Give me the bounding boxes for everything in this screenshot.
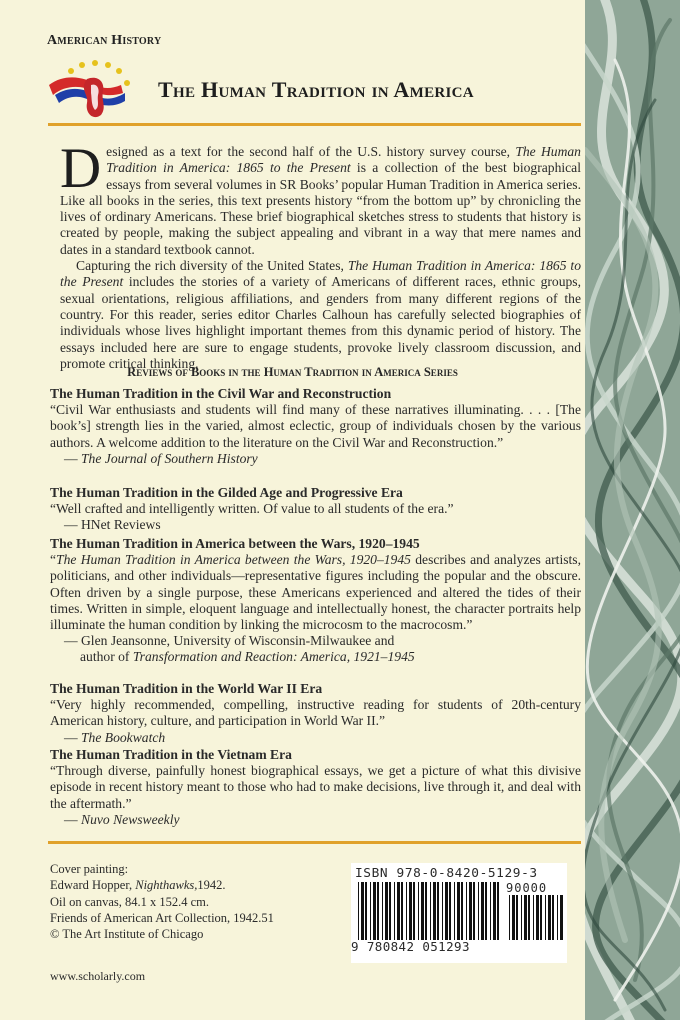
barcode-bar — [466, 882, 467, 940]
barcode-bar — [524, 895, 527, 940]
review-civil-war — [50, 386, 581, 467]
review-attribution: — The Journal of Southern History — [64, 450, 258, 466]
barcode-bar — [540, 895, 542, 940]
intro-text — [60, 137, 582, 372]
review-title: The Human Tradition in the Vietnam Era — [50, 747, 292, 762]
review-quote: “Very highly recommended, compelling, instructive reading for students of 20th-century American history, culture, and participation in World War II.” — [50, 697, 581, 729]
barcode-bar — [469, 882, 472, 940]
series-label: American History — [47, 33, 162, 48]
review-quote: “Civil War enthusiasts and students will find many of these narratives illuminating. . . . [The book’s] strength lies in the varied, almost eclectic, group of individuals chosen by the various authors. A welcome addition to the literature on the Civil War and Reconstruction.” — [50, 402, 581, 450]
review-attribution: — Nuvo Newsweekly — [64, 811, 180, 827]
drop-cap: D — [60, 137, 102, 200]
barcode-bar — [442, 882, 443, 940]
barcode-digits: 9 780842 051293 — [351, 939, 470, 954]
barcode-bar — [536, 895, 539, 940]
barcode-bar — [454, 882, 455, 940]
barcode-bar — [473, 882, 475, 940]
barcode-bar — [358, 882, 359, 940]
review-quote: “Through diverse, painfully honest biographical essays, we get a picture of what this divisive episode in recent history meant to those who had to make decisions, live through it, and deal with the aftermath.” — [50, 763, 581, 811]
barcode-bar — [433, 882, 436, 940]
barcode-bar — [394, 882, 395, 940]
barcode-bar — [545, 895, 546, 940]
intro-paragraph-1: Designed as a text for the second half of the U.S. history survey course, The Human Tradition in America: 1865 to the Present is a collection of the best biographical essays from several volumes in SR Books’ popular Human Tradition in America series. Like all books in the series, this text presents history “from the bottom up” by chronicling the lives of ordinary Americans. These brief biographical sketches stress to students that history is created by people, making the subject appealing and vibrant in a way that mere names and dates in a standard textbook cannot. — [60, 137, 581, 257]
review-attribution-line-2: author of Transformation and Reaction: America, 1921–1945 — [80, 649, 415, 665]
barcode-bar — [457, 882, 460, 940]
cover-credit: Cover painting: Edward Hopper, Nighthawks,1942. Oil on canvas, 84.1 x 152.4 cm. Friends of American Art Collection, 1942.51 © The Art Institute of Chicago — [50, 862, 274, 942]
barcode-bar — [449, 882, 451, 940]
marble-border — [585, 0, 680, 1020]
review-gilded-age — [50, 485, 581, 534]
barcode-bar — [425, 882, 427, 940]
barcode-bar — [528, 895, 530, 940]
barcode-bar — [478, 882, 479, 940]
barcode-bar — [552, 895, 554, 940]
barcode-bar — [430, 882, 431, 940]
barcode-bar — [389, 882, 391, 940]
barcode-bar — [521, 895, 522, 940]
barcode-bar — [397, 882, 400, 940]
ean-barcode — [356, 882, 500, 940]
barcode-bar — [382, 882, 383, 940]
barcode-bar — [516, 895, 518, 940]
barcode-bar — [497, 882, 499, 940]
intro-paragraph-2: Capturing the rich diversity of the United States, The Human Tradition in America: 1865 to the Present includes the stories of a variety of Americans of different races, ethnic groups, sexual orientations, religious affiliations, and genders from many different regions of the country. For this reader, series editor Charles Calhoun has carefully selected biographies of individuals whose lives highlight important themes from this dynamic period of history. The essays included here are sure to engage students, provoke lively classroom discussion, and promote critical thinking. — [60, 258, 582, 371]
barcode-bar — [445, 882, 448, 940]
barcode-bar — [409, 882, 412, 940]
price-code: 90000 — [506, 881, 548, 895]
barcode-bar — [461, 882, 463, 940]
review-between-wars — [50, 536, 581, 666]
review-title: The Human Tradition in the Civil War and Reconstruction — [50, 386, 392, 401]
barcode-bar — [560, 895, 563, 940]
top-rule — [48, 123, 581, 126]
addon-barcode — [507, 895, 563, 940]
barcode-bar — [509, 895, 510, 940]
series-title: The Human Tradition in America — [158, 77, 474, 102]
isbn-number: ISBN 978-0-8420-5129-3 — [355, 866, 538, 881]
barcode-bar — [533, 895, 534, 940]
barcode-bar — [481, 882, 484, 940]
review-attribution: — HNet Reviews — [64, 517, 161, 533]
barcode-bar — [421, 882, 424, 940]
barcode-bar — [418, 882, 419, 940]
barcode-bar — [401, 882, 403, 940]
review-attribution: — The Bookwatch — [64, 729, 166, 745]
publisher-website: www.scholarly.com — [50, 969, 146, 983]
review-vietnam — [50, 747, 581, 828]
review-attribution: — Glen Jeansonne, University of Wisconsin-Milwaukee and — [64, 633, 395, 649]
barcode-bar — [512, 895, 515, 940]
bottom-rule — [48, 841, 581, 844]
barcode-bar — [361, 882, 364, 940]
review-title: The Human Tradition in the World War II Era — [50, 681, 323, 696]
review-title: The Human Tradition in the Gilded Age and Progressive Era — [50, 485, 403, 500]
barcode-bar — [413, 882, 415, 940]
review-title: The Human Tradition in America between the Wars, 1920–1945 — [50, 536, 420, 551]
barcode-bar — [370, 882, 371, 940]
review-quote: “The Human Tradition in America between the Wars, 1920–1945 describes and analyzes artists, politicians, and other individuals—representative figures including the popular and the obscure. Often driven by a single purpose, these Americans experienced and altered the tides of their times. Written in simple, eloquent language and intellectually honest, the character portraits help illuminate the human condition by linking the microcosm to the macrocosm.” — [50, 552, 581, 633]
barcode-bar — [493, 882, 496, 940]
series-logo — [45, 55, 145, 125]
barcode-bar — [490, 882, 491, 940]
barcode-bar — [437, 882, 439, 940]
barcode-bar — [406, 882, 407, 940]
review-quote: “Well crafted and intelligently written. Of value to all students of the era.” — [50, 501, 454, 517]
barcode-bar — [365, 882, 367, 940]
reviews-heading: Reviews of Books in the Human Tradition in America Series — [127, 365, 458, 379]
barcode-bar — [485, 882, 487, 940]
review-world-war-ii — [50, 681, 581, 746]
barcode-bar — [373, 882, 376, 940]
barcode-bar — [385, 882, 388, 940]
barcode-bar — [548, 895, 551, 940]
barcode-bar — [377, 882, 379, 940]
barcode-bar — [557, 895, 558, 940]
